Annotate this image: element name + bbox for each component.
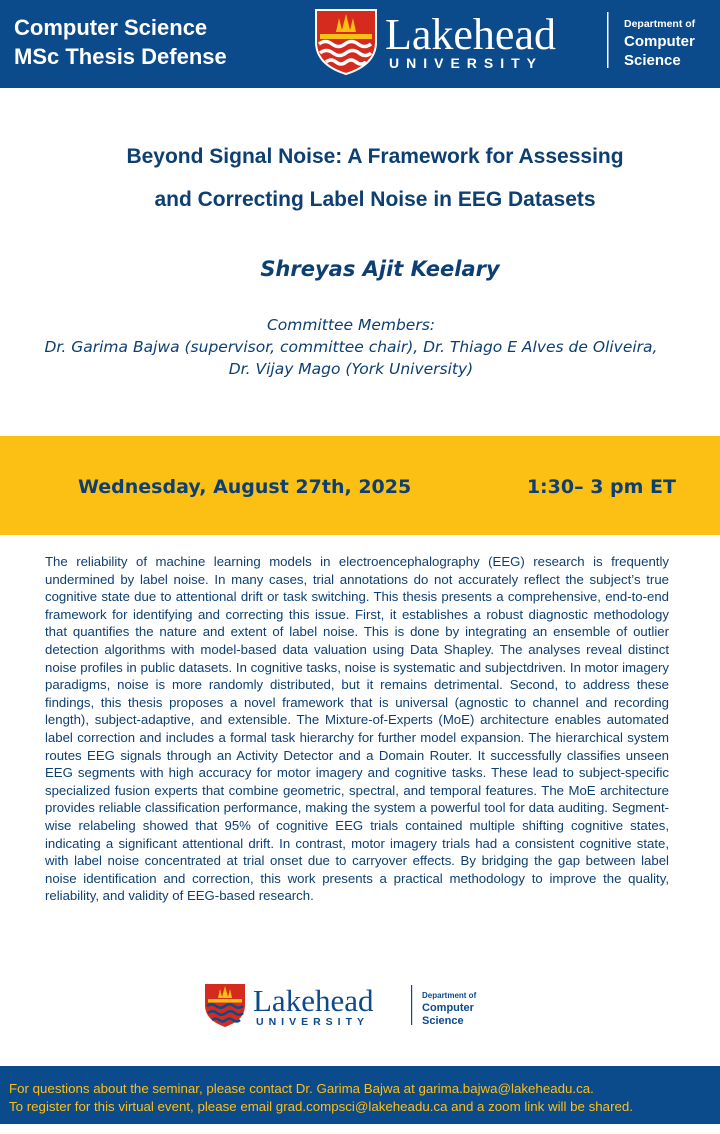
header-title-line1: Computer Science	[14, 15, 208, 40]
committee-line1: Dr. Garima Bajwa (supervisor, committee chair), Dr. Thiago E Alves de Oliveira,	[44, 338, 658, 356]
logo-dept-line2: Computer	[422, 1002, 474, 1014]
logo-wordmark: Lakehead	[385, 10, 556, 59]
event-date: Wednesday, August 27th, 2025	[78, 476, 412, 498]
logo-dept-line2: Computer	[624, 33, 695, 50]
footer-register-text: To register for this virtual event, please email grad.compsci@lakeheadu.ca and a zoom link will be shared.	[9, 1099, 633, 1114]
logo-dept-line1: Department of	[422, 991, 477, 1000]
committee-members	[0, 314, 702, 380]
logo-dept-line3: Science	[422, 1015, 464, 1027]
logo-dept-line3: Science	[624, 52, 681, 69]
lakehead-shield-icon	[205, 984, 245, 1027]
logo-university: UNIVERSITY	[389, 55, 544, 71]
logo-wordmark: Lakehead	[253, 983, 374, 1018]
logo-dept-line1: Department of	[624, 18, 696, 30]
logo-university: UNIVERSITY	[256, 1016, 370, 1028]
author-name: Shreyas Ajit Keelary	[260, 257, 500, 281]
thesis-title-line1: Beyond Signal Noise: A Framework for Assessing	[126, 145, 624, 168]
thesis-title	[40, 135, 710, 221]
footer-contact-text: For questions about the seminar, please contact Dr. Garima Bajwa at garima.bajwa@lakeheadu.ca.	[9, 1081, 594, 1096]
lakehead-logo-footer	[203, 982, 493, 1030]
event-time: 1:30– 3 pm ET	[526, 476, 676, 498]
header-title	[14, 13, 227, 71]
footer-banner	[0, 1066, 720, 1124]
committee-heading: Committee Members:	[266, 316, 436, 334]
committee-line2: Dr. Vijay Mago (York University)	[228, 360, 474, 378]
lakehead-logo	[314, 8, 704, 78]
thesis-title-line2: and Correcting Label Noise in EEG Datasets	[154, 188, 596, 211]
logo-divider	[411, 985, 412, 1025]
abstract-text: The reliability of machine learning models in electroencephalography (EEG) research is frequently undermined by label noise. In many cases, trial annotations do not accurately reflect the subject’s true cognitive state due to attentional drift or task switching. This thesis presents a comprehensive, end-to-end framework for identifying and correcting this issue. First, it establishes a robust diagnostic methodology that quantifies the nature and extent of label noise. This is done by integrating an ensemble of outlier detection algorithms with model-based data valuation using Data Shapley. The analyses reveal distinct noise profiles in public datasets. In cognitive tasks, noise is systematic and subjectdriven. In motor imagery paradigms, noise is more randomly distributed, but it remains detrimental. Second, to address these findings, this thesis proposes a novel framework that is universal (agnostic to channel and recording length), subject-adaptive, and extensible. The Mixture-of-Experts (MoE) architecture enables automated label correction and includes a formal task hierarchy for further model expansion. The hierarchical system routes EEG signals through an Activity Detector and a Domain Router. It successfully classifies unseen EEG segments with high accuracy for motor imagery and cognitive tasks. These lead to subject-specific specialized fusion experts that combine geometric, spectral, and temporal features. The MoE architecture provides reliable classification performance, making the system a powerful tool for data auditing. Segment-wise relabeling showed that 95% of cognitive EEG trials contained multiple shifting cognitive states, indicating a significant attentional drift. In contrast, motor imagery trials had a consistent cognitive state, with label noise concentrated at trial onset due to carryover effects. By bridging the gap between label noise identification and correction, this work presents a practical methodology to improve the quality, reliability, and validity of EEG-based research.	[45, 554, 669, 904]
logo-divider	[607, 12, 609, 68]
header-banner	[0, 0, 720, 88]
date-band	[0, 436, 720, 535]
lakehead-shield-icon	[316, 10, 376, 74]
header-title-line2: MSc Thesis Defense	[14, 44, 227, 69]
